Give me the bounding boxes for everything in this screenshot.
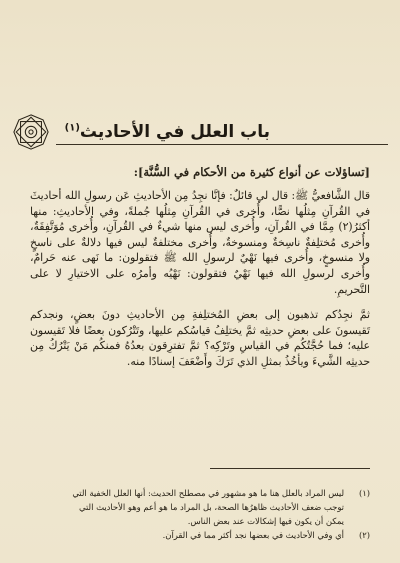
chapter-title-text: باب العلل في الأحاديث (79, 122, 270, 142)
footnotes (30, 486, 370, 542)
footnote-number: (١) (358, 488, 370, 498)
octagon-star-ornament-icon (12, 113, 50, 151)
chapter-footnote-marker: (١) (64, 122, 80, 134)
section-heading: [تساؤلات عن أنواع كثيرة من الأحكام في السُّنَّة]: (133, 165, 370, 179)
footnote-text (30, 528, 344, 542)
footnote-line: يمكن أن يكون فيها إشكالات عند بعض الناس. (187, 516, 344, 526)
footnote-line: أي وفي الأحاديث في بعضها نجد أكثر مما في القرآن. (162, 530, 344, 540)
chapter-title (65, 122, 270, 142)
footnote-line: توجب ضعف الأحاديث ظاهرُها الصحة، بل المراد ما هو أعم وهو الأحاديث التي (79, 502, 344, 512)
chapter-header (12, 112, 388, 152)
body-paragraph: قال الشَّافعيُّ ﷺ: قال لي قائلٌ: فإنَّا نجِدُ مِن الأحاديثِ عَن رسولِ الله أحاديثَ في القُرآنِ مِثلُها نصًّا، وأُخرى في القُرآنِ مِثلُها جُملةً، وفي الأحاديثِ: منها أكثرُ(٢) مِمَّا في القُرآنِ، وأُخرى ليس منها شيءٌ في القُرآنِ، وأُخرى مُوَتَّفِقَةٌ، وأُخرى مُختلِفةٌ ناسِخةٌ ومنسوخةٌ، وأُخرى مختلفةٌ ليس فيها دلالةٌ على ناسخٍ ولا منسوخٍ، وأُخرى فيها نَهْيٌ لرسولِ الله ﷺ فتقولون: ما نَهى عنه حَرامٌ، وأُخرى لرسولِ الله فيها نَهْيٌ فتقولون: نَهْيُه وأمرُه على الاختيارِ لا على التَّحريمِ. (30, 189, 370, 296)
footnote-text (30, 486, 344, 528)
body-paragraph: ثمَّ نجِدُكم تذهبون إلى بعضِ المُختلِفةِ مِن الأحاديثِ دونَ بعضٍ، ونجدكم تَقيسونَ على بعضِ حديثِه ثمَّ يختلِفُ قياسُكم عليها، وتَتْرُكون بعضًا فلا تَقيسون عليه؛ فما حُجَّتُكُم في القياسِ وتَرْكِه؟ ثمَّ تفترِقون بعدُهُ فمنكُم مَنْ يَتْرُكُ مِن حديثِه الشَّيءَ ويأخُذُ بمثلِ الذي تَرَكَ وأَضْعَفَ إسنادًا منه. (30, 308, 370, 368)
footnote-divider (210, 468, 370, 469)
footnote-number: (٢) (358, 530, 370, 540)
footnote (30, 486, 370, 528)
footnote (30, 528, 370, 542)
chapter-divider (56, 144, 388, 145)
body-text (30, 188, 370, 380)
footnote-line: ليس المراد بالعلل هنا ما هو مشهور في مصطلح الحديث: أنها العلل الخفية التي (72, 488, 344, 498)
